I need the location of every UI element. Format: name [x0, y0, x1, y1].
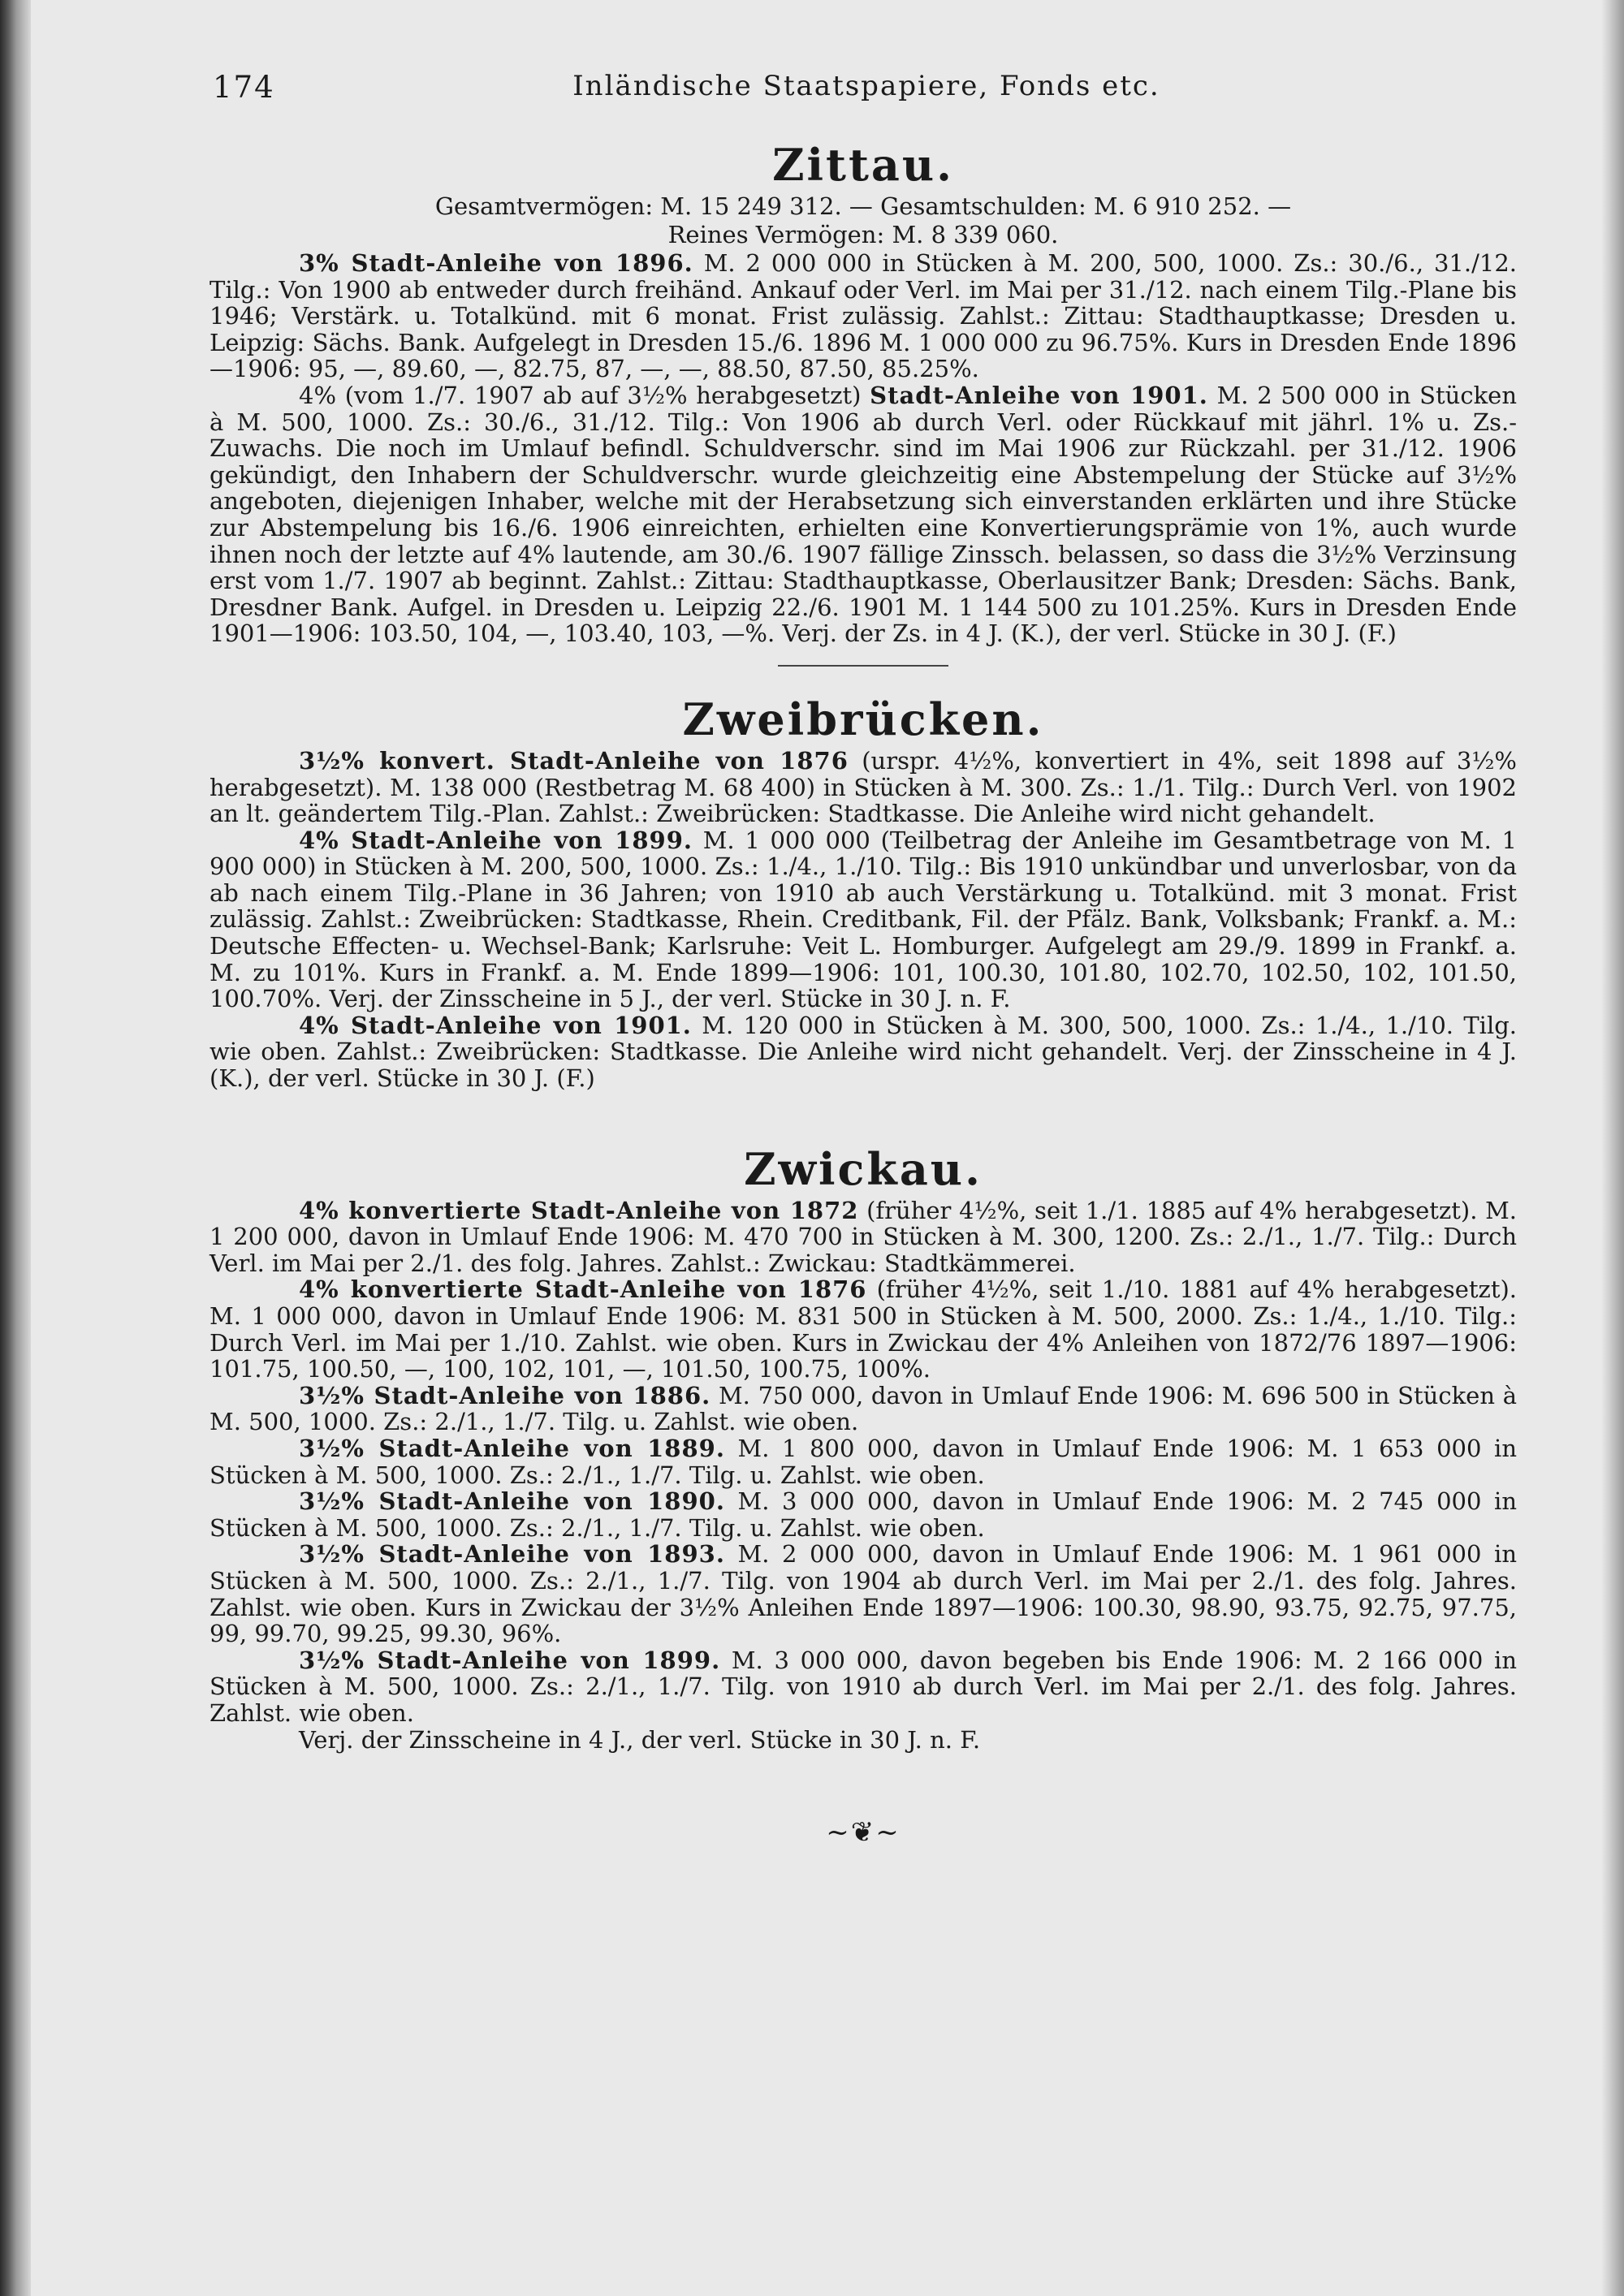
bond-entry: [209, 1541, 1517, 1646]
bond-title: 3½% konvert. Stadt-Anleihe von 1876: [299, 746, 849, 775]
page-edge-shadow: [1601, 0, 1624, 2296]
bond-title: 3½% Stadt-Anleihe von 1889.: [299, 1434, 725, 1462]
page-number: 174: [213, 70, 275, 105]
bond-text: M. 1 800 000, davon in Umlauf Ende 1906: M. 1 653 000 in Stücken à M. 500, 1000. Zs.: 2./1., 1./7. Tilg. u. Zahlst. wie oben.: [209, 1434, 1517, 1489]
ornament-icon: ~❦~: [826, 1816, 901, 1849]
bond-entry: [209, 1488, 1517, 1541]
section-gap: [209, 1092, 1517, 1144]
running-title: Inländische Staatspapiere, Fonds etc.: [572, 70, 1160, 102]
bond-title: 3% Stadt-Anleihe von 1896.: [299, 249, 693, 277]
section-zwickau: [209, 1144, 1517, 1753]
section-heading: Zwickau.: [744, 1142, 983, 1195]
bond-text: M. 1 000 000 (Teilbetrag der Anleihe im Gesamtbetrage von M. 1 900 000) in Stücken à M. 200, 500, 1000. Zs.: 1./4., 1./10. Tilg.: Bis 1910 unkündbar und unverlosbar, von da ab nach einem Tilg.-Plane in 36 Jahren; von 1910 ab auch Verstärkung u. Totalkünd. mit 3 monat. Frist zulässig. Zahlst.: Zweibrücken: Stadtkasse, Rhein. Creditbank, Fil. der Pfälz. Bank, Volksbank; Frankf. a. M.: Deutsche Effecten- u. Wechsel-Bank; Karlsruhe: Veit L. Homburger. Aufgelegt am 29./9. 1899 in Frankf. a. M. zu 101%. Kurs in Frankf. a. M. Ende 1899—1906: 101, 100.30, 101.80, 102.70, 102.50, 102, 101.50, 100.70%. Verj. der Zinsscheine in 5 J., der verl. Stücke in 30 J. n. F.: [209, 826, 1517, 1013]
section-heading: Zweibrücken.: [682, 693, 1044, 745]
bond-title: 3½% Stadt-Anleihe von 1893.: [299, 1540, 725, 1569]
bond-title: 4% konvertierte Stadt-Anleihe von 1872: [299, 1196, 859, 1224]
bond-text: (früher 4½%, seit 1./10. 1881 auf 4% herabgesetzt). M. 1 000 000, davon in Umlauf Ende 1906: M. 831 500 in Stücken à M. 500, 2000. Zs.: 1./4., 1./10. Tilg.: Durch Verl. im Mai per 1./10. Zahlst. wie oben. Kurs in Zwickau der 4% Anleihen von 1872/76 1897—1906: 101.75, 100.50, —, 100, 102, 101, —, 101.50, 100.75, 100%.: [209, 1275, 1518, 1383]
page-content: [209, 140, 1517, 1849]
summary-line: Reines Vermögen: M. 8 339 060.: [667, 221, 1059, 248]
section-zweibruecken: [209, 694, 1517, 1092]
bond-entry: [209, 748, 1517, 827]
bond-entry: [209, 827, 1517, 1012]
bond-text: (urspr. 4½%, konvertiert in 4%, seit 1898 auf 3½% herabgesetzt). M. 138 000 (Restbetrag M. 68 400) in Stücken à M. 300. Zs.: 1./1. Tilg.: Durch Verl. von 1902 an lt. geändertem Tilg.-Plan. Zahlst.: Zweibrücken: Stadtkasse. Die Anleihe wird nicht gehandelt.: [209, 746, 1517, 828]
bond-text: M. 2 500 000 in Stücken à M. 500, 1000. Zs.: 30./6., 31./12. Tilg.: Von 1906 ab durch Verl. oder Rückkauf mit jährl. 1% u. Zs.-Zuwachs. Die noch im Umlauf befindl. Schuldverschr. sind im Mai 1906 zur Rückzahl. per 31./12. 1906 gekündigt, den Inhabern der Schuldverschr. wurde gleichzeitig eine Abstempelung der Stücke auf 3½% angeboten, diejenigen Inhaber, welche mit der Herabsetzung sich einverstanden erklärten und ihre Stücke zur Abstempelung bis 16./6. 1906 einreichten, erhielten eine Konvertierungsprämie von 1%, auch wurde ihnen noch der letzte auf 4% lautende, am 30./6. 1907 fällige Zinssch. belassen, so dass die 3½% Verzinsung erst vom 1./7. 1907 ab beginnt. Zahlst.: Zittau: Stadthauptkasse, Oberlausitzer Bank; Dresden: Sächs. Bank, Dresdner Bank. Aufgel. in Dresden u. Leipzig 22./6. 1901 M. 1 144 500 zu 101.25%. Kurs in Dresden Ende 1901—1906: 103.50, 104, —, 103.40, 103, —%. Verj. der Zs. in 4 J. (K.), der verl. Stücke in 30 J. (F.): [209, 381, 1518, 648]
bond-title: Stadt-Anleihe von 1901.: [870, 381, 1208, 409]
summary-line: Gesamtvermögen: M. 15 249 312. — Gesamtschulden: M. 6 910 252. —: [434, 192, 1292, 220]
bond-title: 4% Stadt-Anleihe von 1901.: [299, 1011, 692, 1039]
bond-title: 4% Stadt-Anleihe von 1899.: [299, 826, 693, 854]
bond-text: M. 2 000 000, davon in Umlauf Ende 1906: M. 1 961 000 in Stücken à M. 500, 1000. Zs.: 2./1., 1./7. Tilg. von 1904 ab durch Verl. im Mai per 2./1. des folg. Jahres. Zahlst. wie oben. Kurs in Zwickau der 3½% Anleihen Ende 1897—1906: 100.30, 98.90, 93.75, 92.75, 97.75, 99, 99.70, 99.25, 99.30, 96%.: [209, 1540, 1517, 1648]
bond-text: M. 750 000, davon in Umlauf Ende 1906: M. 696 500 in Stücken à M. 500, 1000. Zs.: 2./1., 1./7. Tilg. u. Zahlst. wie oben.: [209, 1381, 1517, 1436]
bond-entry: [209, 1012, 1517, 1092]
bond-entry: [209, 1276, 1517, 1382]
binding-shadow: [0, 0, 31, 2296]
bond-entry: [209, 1198, 1517, 1277]
bond-title: 3½% Stadt-Anleihe von 1899.: [299, 1646, 721, 1674]
bond-entry: [209, 250, 1517, 382]
section-heading: Zittau.: [772, 139, 954, 191]
section-zittau: [209, 140, 1517, 647]
running-head: [213, 70, 1520, 115]
bond-title: 3½% Stadt-Anleihe von 1886.: [299, 1381, 711, 1409]
bond-text: M. 2 000 000 in Stücken à M. 200, 500, 1000. Zs.: 30./6., 31./12. Tilg.: Von 1900 ab entweder durch freihänd. Ankauf oder Verl. im Mai per 31./12. nach einem Tilg.-Plane bis 1946; Verstärk. u. Totalkünd. mit 6 monat. Frist zulässig. Zahlst.: Zittau: Stadthauptkasse; Dresden u. Leipzig: Sächs. Bank. Aufgelegt in Dresden 15./6. 1896 M. 1 000 000 zu 96.75%. Kurs in Dresden Ende 1896—1906: 95, —, 89.60, —, 82.75, 87, —, —, 88.50, 87.50, 85.25%.: [209, 249, 1517, 383]
bond-text: (früher 4½%, seit 1./1. 1885 auf 4% herabgesetzt). M. 1 200 000, davon in Umlauf Ende 1906: M. 470 700 in Stücken à M. 300, 1200. Zs.: 2./1., 1./7. Tilg.: Durch Verl. im Mai per 2./1. des folg. Jahres. Zahlst.: Zwickau: Stadtkämmerei.: [209, 1196, 1518, 1277]
bond-text: M. 3 000 000, davon in Umlauf Ende 1906: M. 2 745 000 in Stücken à M. 500, 1000. Zs.: 2./1., 1./7. Tilg. u. Zahlst. wie oben.: [209, 1487, 1517, 1542]
bond-entry: [209, 1647, 1517, 1727]
bond-text: M. 3 000 000, davon begeben bis Ende 1906: M. 2 166 000 in Stücken à M. 500, 1000. Zs.: 2./1., 1./7. Tilg. von 1910 ab durch Verl. im Mai per 2./1. des folg. Jahres. Zahlst. wie oben.: [209, 1646, 1517, 1727]
bond-entry: [209, 1383, 1517, 1435]
bond-title: 3½% Stadt-Anleihe von 1890.: [299, 1487, 725, 1516]
bond-entry: [209, 382, 1517, 647]
bond-prefix: 4% (vom 1./7. 1907 ab auf 3½% herabgesetzt): [299, 381, 862, 409]
section-divider: [778, 665, 948, 667]
closing-note: Verj. der Zinsscheine in 4 J., der verl. Stücke in 30 J. n. F.: [299, 1725, 981, 1754]
bond-title: 4% konvertierte Stadt-Anleihe von 1876: [299, 1275, 867, 1304]
bond-entry: [209, 1435, 1517, 1488]
bond-text: M. 120 000 in Stücken à M. 300, 500, 1000. Zs.: 1./4., 1./10. Tilg. wie oben. Zahlst.: Zweibrücken: Stadtkasse. Die Anleihe wird nicht gehandelt. Verj. der Zinsscheine in 4 J. (K.), der verl. Stücke in 30 J. (F.): [209, 1011, 1518, 1093]
